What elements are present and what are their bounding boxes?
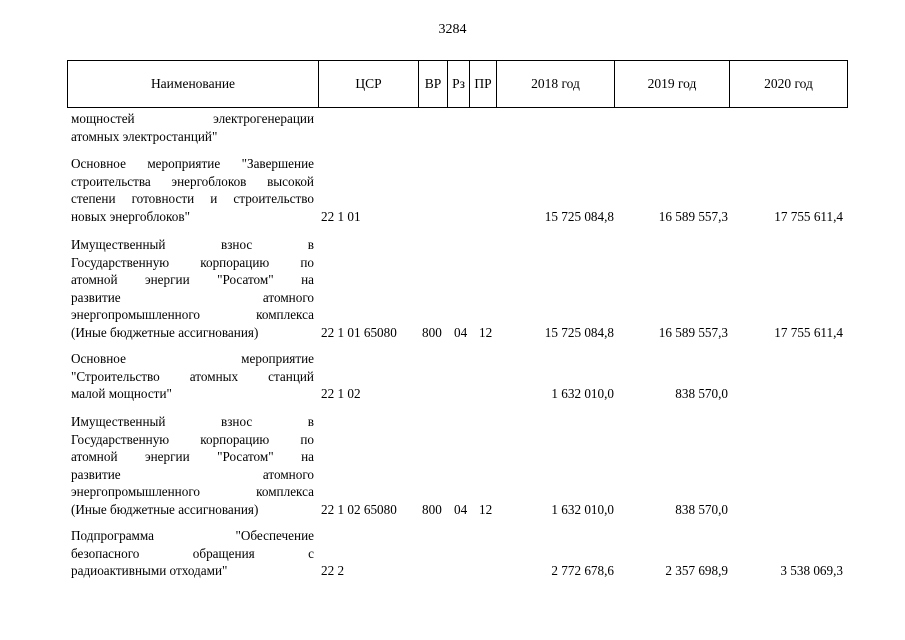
row-name-line: Основное мероприятие [71,351,314,366]
row-name-line: малой мощности" [71,386,172,401]
row-name-line: безопасного обращения с [71,545,314,561]
row-csr: 22 1 02 65080 [321,501,397,517]
header-2018: 2018 год [497,61,615,107]
row-2018: 15 725 084,8 [544,324,614,340]
row-name-line: (Иные бюджетные ассигнования) [71,324,259,340]
row-2020: 17 755 611,4 [774,208,843,224]
row-rz: 04 [454,324,468,340]
row-2020: 17 755 611,4 [774,324,843,340]
header-name: Наименование [68,61,319,107]
row-name-line: радиоактивными отходами" [71,563,228,578]
table-header [67,60,848,108]
row-name-line: новых энергоблоков" [71,208,190,224]
header-rz: Рз [448,61,470,107]
row-2018: 15 725 084,8 [544,208,614,224]
row-name-line: развитие атомного [71,466,314,482]
row-name-line: энергопромышленного комплекса [71,307,314,322]
header-csr: ЦСР [319,61,419,107]
row-name-line: (Иные бюджетные ассигнования) [71,501,259,517]
row-name [71,413,314,518]
row-name-line: атомной энергии "Росатом" на [71,272,314,287]
row-name-line: Имущественный взнос в [71,237,314,252]
row-name-line: Имущественный взнос в [71,414,314,429]
row-2018: 2 772 678,6 [551,563,614,578]
row-name-line: Государственную корпорацию по [71,254,314,270]
row-csr: 22 2 [321,563,345,578]
header-2020: 2020 год [764,76,813,91]
row-2019: 16 589 557,3 [658,208,728,224]
row-name-line: энергопромышленного комплекса [71,484,314,499]
row-name-line: мощностей электрогенерации [71,111,314,126]
row-csr: 22 1 01 65080 [321,324,397,340]
row-name-line: развитие атомного [71,289,314,305]
row-vr: 800 [422,501,442,517]
row-name-line: строительства энергоблоков высокой [71,173,314,189]
row-2019: 838 570,0 [675,386,728,401]
row-2019: 16 589 557,3 [658,324,728,340]
page-number: 3284 [438,22,467,37]
header-pr: ПР [470,61,497,107]
row-name-line: атомной энергии "Росатом" на [71,449,314,464]
row-name-line: Государственную корпорацию по [71,431,314,447]
row-rz: 04 [454,501,468,517]
row-2020: 3 538 069,3 [780,563,843,578]
header-2019: 2019 год [615,61,730,107]
row-name [71,527,314,580]
row-2019: 838 570,0 [675,501,728,517]
row-name [71,110,314,145]
row-pr: 12 [479,501,493,517]
row-name [71,350,314,403]
row-2019: 2 357 698,9 [665,563,728,578]
row-name-line: атомных электростанций" [71,128,218,144]
header-vr: ВР [419,61,448,107]
row-name [71,155,314,225]
row-pr: 12 [479,324,493,340]
row-csr: 22 1 02 [321,386,361,401]
row-name-line: степени готовности и строительство [71,191,314,206]
row-2018: 1 632 010,0 [551,501,614,517]
row-name-line: Подпрограмма "Обеспечение [71,528,314,543]
row-2018: 1 632 010,0 [551,386,614,401]
row-name-line: "Строительство атомных станций [71,368,314,384]
row-csr: 22 1 01 [321,208,361,224]
row-name [71,236,314,341]
row-name-line: Основное мероприятие "Завершение [71,156,314,171]
row-vr: 800 [422,324,442,340]
